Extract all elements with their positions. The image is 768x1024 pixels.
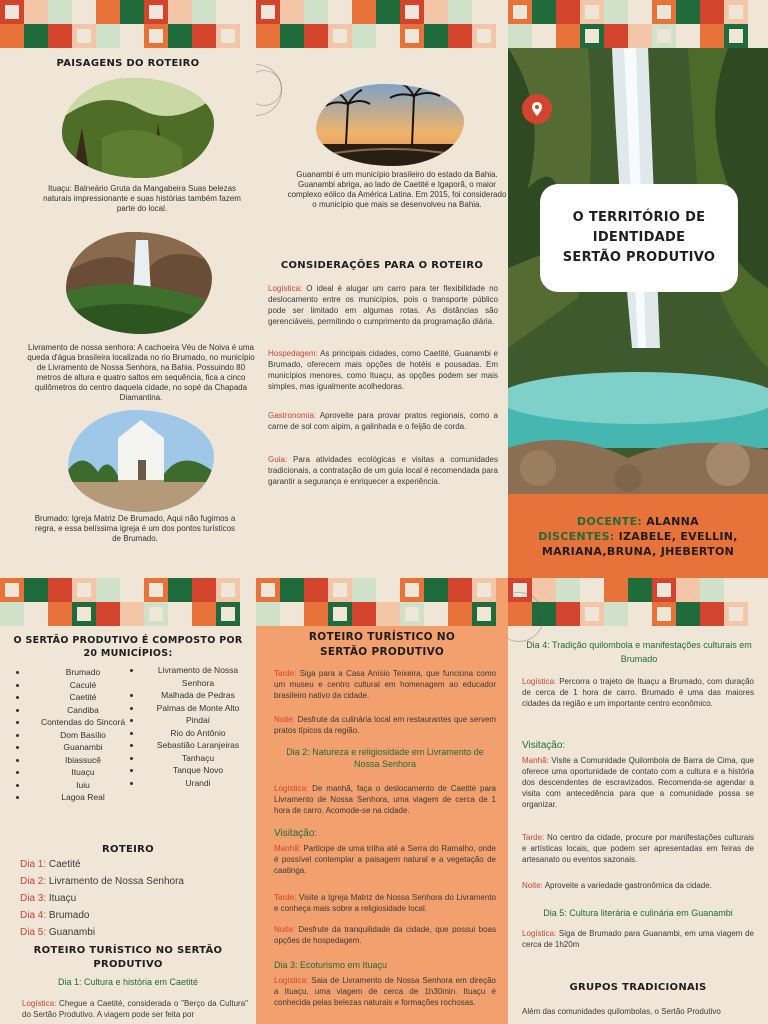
decorative-tile-strip — [0, 578, 256, 626]
palm-sunset-photo — [316, 84, 464, 166]
pattern-tile — [120, 602, 144, 626]
credits-block — [508, 494, 768, 578]
decorative-tile-strip — [256, 0, 508, 48]
municipality-item: • Palmas de Monte Alto — [142, 702, 254, 715]
day2-logistics-paragraph — [274, 783, 496, 816]
afternoon-paragraph — [274, 668, 496, 701]
pattern-tile — [280, 24, 304, 48]
cave-photo — [62, 78, 214, 178]
day4-night-label: Noite: — [522, 881, 543, 890]
pattern-tile — [676, 24, 700, 48]
pattern-tile — [96, 578, 120, 602]
day-city: Livramento de Nossa Senhora — [46, 876, 184, 887]
guide-paragraph — [268, 454, 498, 487]
day3-logistics-label: Logística: — [274, 976, 309, 985]
municipality-item: • Rio do Antônio — [142, 727, 254, 740]
day4-logistics-text: Percorra o trajeto de Ituaçu a Brumado, com duração de cerca de 1 hora de carro. Brumado é uma das maiores cidades da região e um importante centro econômico. — [522, 677, 754, 708]
pattern-tile — [604, 24, 628, 48]
pattern-tile — [96, 24, 120, 48]
pattern-tile — [376, 24, 400, 48]
pattern-tile — [216, 24, 240, 48]
pattern-tile — [120, 24, 144, 48]
pattern-tile — [216, 602, 240, 626]
afternoon-text: Siga para a Casa Anísio Teixeira, que funciona como um museu e centro cultural em homenagem ao educador brasileiro nativo da cidade. — [274, 669, 496, 700]
municipality-item: • Pindaí — [142, 714, 254, 727]
day1-logistics-text: Chegue a Caetité, considerada o "Berço da Cultura" do Sertão Produtivo. A viagem pode ser feita por — [22, 999, 248, 1019]
pattern-tile — [256, 578, 280, 602]
day2-title: Dia 2: Natureza e religiosidade em Livramento de Nossa Senhora — [286, 747, 484, 769]
pattern-tile — [168, 578, 192, 602]
pattern-tile — [400, 578, 424, 602]
pattern-tile — [424, 0, 448, 24]
day4-title: Dia 4: Tradição quilombola e manifestações culturais em Brumado — [526, 640, 752, 664]
pattern-tile — [472, 24, 496, 48]
pattern-tile — [400, 602, 424, 626]
day-label: Dia 4: — [20, 910, 47, 921]
caption-ituacu: Ituaçu: Balneário Gruta da Mangabeira Suas belezas naturais impressionante e suas histórias também fazem parte do local. — [43, 184, 241, 213]
pattern-tile — [652, 24, 676, 48]
pattern-tile — [628, 578, 652, 602]
municipality-item: • Dom Basílio — [28, 729, 138, 742]
waterfall-photo — [66, 232, 212, 334]
pattern-tile — [628, 0, 652, 24]
pattern-tile — [604, 0, 628, 24]
day4-night-paragraph — [522, 880, 754, 891]
docente-label: DOCENTE: — [577, 514, 643, 528]
pattern-tile — [280, 602, 304, 626]
pattern-tile — [328, 24, 352, 48]
morning-text: Participe de uma trilha até a Serra do Ramalho, onde é possível contemplar a paisagem natural e a vegetação de caatinga. — [274, 844, 496, 875]
considerations-panel — [256, 0, 508, 578]
pattern-tile — [48, 0, 72, 24]
pattern-tile — [628, 24, 652, 48]
gastronomy-paragraph — [268, 410, 498, 432]
pattern-tile — [700, 602, 724, 626]
pattern-tile — [556, 0, 580, 24]
pattern-tile — [400, 0, 424, 24]
pattern-tile — [580, 24, 604, 48]
night-text: Desfrute da culinária local em restaurantes que servem pratos típicos da região. — [274, 715, 496, 735]
itinerary-day — [20, 907, 250, 924]
municipality-item: • Candiba — [28, 704, 138, 717]
municipalities-title: O SERTÃO PRODUTIVO É COMPOSTO POR 20 MUNICÍPIOS: — [13, 635, 243, 659]
pattern-tile — [192, 602, 216, 626]
section-title: PAISAGENS DO ROTEIRO — [56, 58, 200, 69]
day5-logistics-paragraph — [522, 928, 754, 950]
pattern-tile — [448, 0, 472, 24]
pattern-tile — [556, 24, 580, 48]
pattern-tile — [652, 578, 676, 602]
pattern-tile — [216, 578, 240, 602]
pattern-tile — [144, 578, 168, 602]
pattern-tile — [556, 602, 580, 626]
municipality-item: • Tanque Novo — [142, 764, 254, 777]
day4-morning-label: Manhã: — [522, 756, 549, 765]
pattern-tile — [352, 24, 376, 48]
night2-text: Desfrute da tranquilidade da cidade, que possui boas opções de hospedagem. — [274, 925, 496, 945]
pattern-tile — [376, 578, 400, 602]
itinerary-day — [20, 924, 250, 941]
pattern-tile — [328, 578, 352, 602]
pattern-tile — [256, 24, 280, 48]
pattern-tile — [652, 0, 676, 24]
pattern-tile — [700, 24, 724, 48]
day-label: Dia 1: — [20, 859, 47, 870]
day3-logistics-text: Saia de Livramento de Nossa Senhora em direção a Ituaçu, uma viagem de cerca de 1h30min. Ituaçu é conhecida pelas belezas naturais e formações rochosas. — [274, 976, 496, 1007]
pattern-tile — [256, 602, 280, 626]
pattern-tile — [280, 0, 304, 24]
day-city: Caetité — [46, 859, 81, 870]
decorative-tile-strip — [508, 578, 768, 626]
lodging-label: Hospedagem: — [268, 349, 318, 358]
day4-morning-paragraph — [522, 755, 754, 810]
pattern-tile — [0, 0, 24, 24]
municipality-item: • Brumado — [28, 666, 138, 679]
pattern-tile — [580, 0, 604, 24]
afternoon2-paragraph — [274, 892, 496, 914]
day4-logistics-label: Logística: — [522, 677, 557, 686]
pattern-tile — [24, 602, 48, 626]
morning-label: Manhã: — [274, 844, 301, 853]
pattern-tile — [48, 578, 72, 602]
route-title: ROTEIRO TURÍSTICO NO SERTÃO PRODUTIVO — [308, 631, 456, 658]
credits-discentes — [538, 529, 738, 544]
municipality-item: • Caculé — [28, 679, 138, 692]
day3-title: Dia 3: Ecoturismo em Ituaçu — [274, 960, 388, 970]
pattern-tile — [48, 24, 72, 48]
municipality-item: • Sebastião Laranjeiras — [142, 739, 254, 752]
day1-title: Dia 1: Cultura e história em Caetité — [57, 977, 199, 987]
caption-brumado: Brumado: Igreja Matriz De Brumado, Aqui não fugimos a regra, e essa belíssima igreja é um dos pontos turísticos de Brumado. — [34, 514, 236, 543]
afternoon2-label: Tarde: — [274, 893, 297, 902]
pattern-tile — [96, 0, 120, 24]
pattern-tile — [328, 0, 352, 24]
pattern-tile — [448, 602, 472, 626]
night-label: Noite: — [274, 715, 295, 724]
pattern-tile — [724, 0, 748, 24]
pattern-tile — [676, 0, 700, 24]
afternoon-label: Tarde: — [274, 669, 297, 678]
docente-name: ALANNA — [642, 514, 699, 528]
pattern-tile — [0, 578, 24, 602]
pattern-tile — [724, 24, 748, 48]
guide-text: Para atividades ecológicas e visitas a comunidades tradicionais, a contratação de um guia local é recomendada para garantir a segurança e enriquecer a experiência. — [268, 455, 498, 486]
credits-docente — [577, 514, 699, 529]
night2-label: Noite: — [274, 925, 295, 934]
pattern-tile — [424, 602, 448, 626]
cover-title-line2: IDENTIDADE — [592, 230, 686, 245]
day-city: Guanambi — [46, 927, 96, 938]
municipality-item: • Livramento de Nossa Senhora — [142, 664, 254, 689]
pattern-tile — [192, 24, 216, 48]
pattern-tile — [652, 602, 676, 626]
pattern-tile — [508, 0, 532, 24]
cover-panel — [508, 0, 768, 578]
municipality-item: • Contendas do Sincorá — [28, 716, 138, 729]
pattern-tile — [424, 578, 448, 602]
pattern-tile — [120, 578, 144, 602]
pattern-tile — [724, 602, 748, 626]
pattern-tile — [280, 578, 304, 602]
visitation-label: Visitação: — [522, 740, 566, 751]
day5-logistics-label: Logística: — [522, 929, 557, 938]
pattern-tile — [532, 24, 556, 48]
pattern-tile — [352, 0, 376, 24]
pattern-tile — [580, 602, 604, 626]
day4-logistics-paragraph — [522, 676, 754, 709]
pattern-tile — [400, 24, 424, 48]
pattern-tile — [192, 578, 216, 602]
day-label: Dia 3: — [20, 893, 47, 904]
pattern-tile — [48, 602, 72, 626]
pattern-tile — [472, 0, 496, 24]
guide-label: Guia: — [268, 455, 288, 464]
caption-guanambi: Guanambi é um município brasileiro do estado da Bahia. Guanambi abriga, ao lado de Caetité e Igaporã, o maior complexo eólico da América Latina. Em 2015, foi considerado o município que mais se desenvolveu na Bahia. — [287, 170, 507, 209]
day4-afternoon-paragraph — [522, 832, 754, 865]
municipality-item: • Guanambi — [28, 741, 138, 754]
day4-night-text: Aproveite a variedade gastronômica da cidade. — [542, 881, 712, 890]
gastronomy-label: Gastronomia: — [268, 411, 317, 420]
traditional-groups-text: Além das comunidades quilombolas, o Sertão Produtivo — [522, 1007, 721, 1016]
traditional-groups-title: GRUPOS TRADICIONAIS — [569, 982, 707, 993]
discentes-names-2: MARIANA,BRUNA, JHEBERTON — [541, 544, 735, 558]
municipality-list-left — [28, 666, 138, 804]
municipality-item: • Caetité — [28, 691, 138, 704]
municipality-item: • Ibiassucê — [28, 754, 138, 767]
night-paragraph — [274, 714, 496, 736]
pattern-tile — [24, 24, 48, 48]
day-city: Ituaçu — [46, 893, 77, 904]
night2-paragraph — [274, 924, 496, 946]
church-photo — [68, 410, 214, 512]
pattern-tile — [72, 0, 96, 24]
pattern-tile — [724, 578, 748, 602]
cover-title-line1: O TERRITÓRIO DE — [572, 210, 706, 225]
pattern-tile — [256, 0, 280, 24]
pattern-tile — [424, 24, 448, 48]
pattern-tile — [168, 602, 192, 626]
morning-paragraph — [274, 843, 496, 876]
pattern-tile — [508, 24, 532, 48]
pattern-tile — [304, 578, 328, 602]
pattern-tile — [628, 602, 652, 626]
pattern-tile — [96, 602, 120, 626]
decorative-tile-strip — [0, 0, 256, 48]
pattern-tile — [352, 578, 376, 602]
pattern-tile — [556, 578, 580, 602]
pattern-tile — [144, 24, 168, 48]
itinerary-day — [20, 890, 250, 907]
pattern-tile — [376, 0, 400, 24]
pattern-tile — [676, 602, 700, 626]
pattern-tile — [448, 24, 472, 48]
day4-afternoon-label: Tarde: — [522, 833, 545, 842]
municipality-item: • Urandi — [142, 777, 254, 790]
municipality-item: • Tanhaçu — [142, 752, 254, 765]
visitation-label: Visitação: — [274, 828, 318, 839]
decorative-tile-strip — [256, 578, 508, 626]
itinerary-days-list — [20, 856, 250, 941]
day2-logistics-label: Logística: — [274, 784, 309, 793]
pattern-tile — [304, 602, 328, 626]
landscapes-panel — [0, 0, 256, 578]
pattern-tile — [168, 0, 192, 24]
pattern-tile — [24, 0, 48, 24]
municipality-item: • Malhada de Pedras — [142, 689, 254, 702]
caption-livramento: Livramento de nossa senhora: A cachoeira Véu de Noiva é uma queda d'água brasileira localizada no rio Brumado, no município de Livramento de Nossa Senhora, na Bahia. Possuindo 80 metros de altura e quatro saltos em sequência, fica a cinco quilômetros do centro daquela cidade, no sopé da Chapada Diamantina. — [27, 343, 255, 402]
pattern-tile — [144, 602, 168, 626]
day-label: Dia 5: — [20, 927, 47, 938]
pattern-tile — [0, 24, 24, 48]
pattern-tile — [352, 602, 376, 626]
culture-panel — [508, 578, 768, 1024]
title-card — [540, 184, 738, 292]
pattern-tile — [168, 24, 192, 48]
pattern-tile — [144, 0, 168, 24]
pattern-tile — [120, 0, 144, 24]
pattern-tile — [472, 602, 496, 626]
pattern-tile — [328, 602, 352, 626]
day5-title: Dia 5: Cultura literária e culinária em Guanambi — [543, 908, 733, 918]
day1-logistics-paragraph — [22, 998, 248, 1020]
municipality-item: • Lagoa Real — [28, 791, 138, 804]
lodging-paragraph — [268, 348, 498, 392]
pattern-tile — [72, 24, 96, 48]
day2-logistics-text: De manhã, faça o deslocamento de Caetité para Livramento de Nossa Senhora, uma viagem de cerca de 1 hora de carro. Acomode-se na cidade. — [274, 784, 496, 815]
discentes-label: DISCENTES: — [538, 529, 615, 543]
map-pin-icon — [522, 94, 552, 124]
logistics-text: O ideal é alugar um carro para ter flexibilidade no deslocamento entre os municípios, pois o transporte público pode ser limitado em algumas rotas. As distâncias são gerenciáveis, permitindo o cumprimento da programação diária. — [268, 284, 498, 326]
day3-logistics-paragraph — [274, 975, 496, 1008]
lodging-text: As principais cidades, como Caetité, Guanambi e Brumado, oferecem mais opções de hotéis e pousadas. Em municípios menores, como Ituaçu, as opções podem ser mais simples, mas igualmente acolhedoras. — [268, 349, 498, 391]
municipality-item: • Ituaçu — [28, 766, 138, 779]
pattern-tile — [192, 0, 216, 24]
pattern-tile — [72, 602, 96, 626]
afternoon2-text: Visite a Igreja Matriz de Nossa Senhora do Livramento e conheça mais sobre a religiosidade local. — [274, 893, 496, 913]
day1-logistics-label: Logística: — [22, 999, 57, 1008]
day4-morning-text: Visite a Comunidade Quilombola de Barra de Cima, que oferece uma oportunidade de contato com a cultura e a história dos descendentes de escravizados. Recomenda-se agendar a visita com antecedência para que a comunidade possa se organizar. — [522, 756, 754, 809]
logistics-paragraph — [268, 283, 498, 327]
day-label: Dia 2: — [20, 876, 47, 887]
pattern-tile — [448, 578, 472, 602]
municipalities-panel — [0, 578, 256, 1024]
tourist-route-title: ROTEIRO TURÍSTICO NO SERTÃO PRODUTIVO — [33, 945, 223, 970]
itinerary-day — [20, 856, 250, 873]
logistics-label: Logística: — [268, 284, 303, 293]
pattern-tile — [604, 602, 628, 626]
pattern-tile — [376, 602, 400, 626]
cover-title-line3: SERTÃO PRODUTIVO — [562, 250, 716, 265]
pattern-tile — [304, 0, 328, 24]
pattern-tile — [472, 578, 496, 602]
discentes-names-1: IZABELE, EVELLIN, — [614, 529, 738, 543]
day-city: Brumado — [46, 910, 90, 921]
municipality-item: • Iuiu — [28, 779, 138, 792]
municipality-list-right — [142, 664, 254, 789]
pattern-tile — [532, 0, 556, 24]
decorative-tile-strip — [508, 0, 768, 48]
pattern-tile — [700, 0, 724, 24]
route-panel — [256, 578, 508, 1024]
pattern-tile — [72, 578, 96, 602]
pattern-tile — [304, 24, 328, 48]
pattern-tile — [24, 578, 48, 602]
pattern-tile — [0, 602, 24, 626]
pattern-tile — [580, 578, 604, 602]
itinerary-day — [20, 873, 250, 890]
pattern-tile — [216, 0, 240, 24]
pattern-tile — [604, 578, 628, 602]
pattern-tile — [676, 578, 700, 602]
gastronomy-text: Aproveite para provar pratos regionais, como a carne de sol com aipim, a galinhada e o feijão de corda. — [268, 411, 498, 431]
day5-logistics-text: Siga de Brumado para Guanambi, em uma viagem de cerca de 1h20m — [522, 929, 754, 949]
pattern-tile — [700, 578, 724, 602]
considerations-title: CONSIDERAÇÕES PARA O ROTEIRO — [280, 260, 484, 271]
day4-afternoon-text: No centro da cidade, procure por manifestações culturais e artísticas locais, que podem ser apresentadas em feiras de artesanato ou eventos sazonais. — [522, 833, 754, 864]
itinerary-title: ROTEIRO — [102, 844, 154, 855]
